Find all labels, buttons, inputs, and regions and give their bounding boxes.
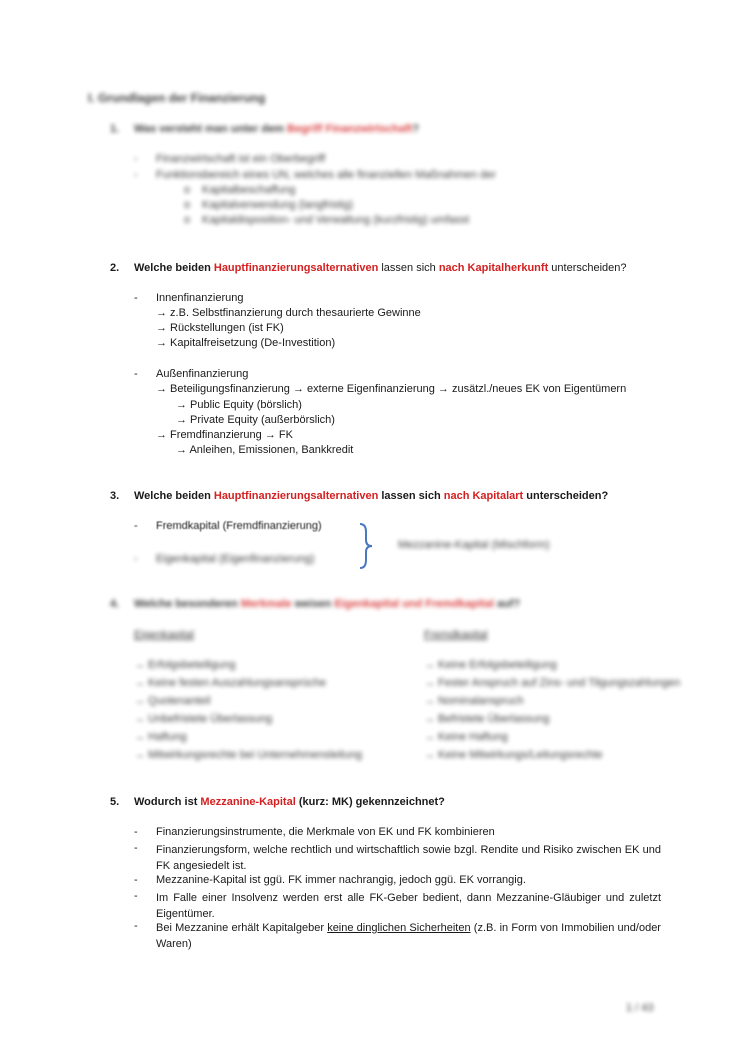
bullet: -: [134, 874, 138, 886]
q3-brace-label: Mezzanine-Kapital (Mischform): [398, 539, 550, 551]
q5-bullet-3: Mezzanine-Kapital ist ggü. FK immer nachrangig, jedoch ggü. EK vorrangig.: [156, 874, 526, 886]
q1-text: [134, 123, 419, 135]
q2-mid: lassen sich: [378, 262, 439, 274]
q5-b5-pre: Bei Mezzanine erhält Kapitalgeber: [156, 922, 328, 934]
q4-red2: Eigenkapital und Fremdkapital: [334, 598, 494, 610]
bullet: -: [134, 368, 138, 380]
q1-item: Finanzwirtschaft ist ein Oberbegriff: [156, 153, 326, 165]
aussen-title: Außenfinanzierung: [156, 368, 249, 380]
q4-text: [134, 598, 520, 610]
sub-bullet: o: [184, 214, 191, 226]
ek-item: → Quotenanteil: [134, 695, 211, 707]
q1-post: ?: [412, 123, 420, 135]
q5-b5-post: (z.B. in Form von Immobilien und/oder Waren): [156, 922, 661, 950]
q1-pre: Was versteht man unter dem: [134, 123, 288, 135]
q5-bullet-1: Finanzierungsinstrumente, die Merkmale von EK und FK kombinieren: [156, 826, 495, 838]
fk-item: → Keine Mitwirkungs/Leitungsrechte: [424, 749, 603, 761]
fk-item: → Keine Erfolgsbeteiligung: [424, 659, 557, 671]
q2-pre: Welche beiden: [134, 262, 214, 274]
ek-item: → Haftung: [134, 731, 187, 743]
fk-item: → Befristete Überlassung: [424, 713, 550, 725]
q3-pre: Welche beiden: [134, 490, 214, 502]
ek-item: → Mitwirkungsrechte bei Unternehmensleitung: [134, 749, 363, 761]
q5-post: (kurz: MK) gekennzeichnet?: [295, 796, 445, 808]
q1-subitem: Kapitalverwendung (langfristig): [202, 199, 354, 211]
bullet: -: [134, 920, 138, 932]
q1-item: Funktionsbereich eines UN, welches alle finanziellen Maßnahmen der: [156, 169, 496, 181]
curly-brace-icon: [356, 522, 376, 570]
q5-bullet-2: Finanzierungsform, welche rechtlich und wirtschaftlich sowie bzgl. Rendite und Risiko zwischen EK und FK angesiedelt ist.: [156, 844, 661, 872]
q1-subitem: Kapitalbeschaffung: [202, 184, 296, 196]
q1-number: 1.: [110, 123, 120, 135]
q2-text: [134, 262, 627, 274]
sub-bullet: o: [184, 199, 191, 211]
aussen-line: → Anleihen, Emissionen, Bankkredit: [176, 444, 354, 456]
q5-number: 5.: [110, 796, 120, 808]
q2-number: 2.: [110, 262, 120, 274]
bullet: -: [134, 292, 138, 304]
ek-heading: Eigenkapital: [134, 629, 194, 641]
innen-line: → z.B. Selbstfinanzierung durch thesaurierte Gewinne: [156, 307, 421, 319]
q2-red2: nach Kapitalherkunft: [438, 262, 549, 274]
bullet: -: [134, 890, 138, 902]
q4-post: auf?: [493, 598, 521, 610]
q5-text: [134, 796, 445, 808]
q5-bullet-4: Im Falle einer Insolvenz werden erst alle FK-Geber bedient, dann Mezzanine-Gläubiger und zuletzt Eigentümer.: [156, 892, 661, 920]
q5-bullet-5: [156, 920, 661, 952]
q2-post: unterscheiden?: [548, 262, 627, 274]
ek-item: → Keine festen Auszahlungsansprüche: [134, 677, 327, 689]
q5-pre: Wodurch ist: [134, 796, 201, 808]
bullet: -: [134, 169, 138, 181]
aussen-line: → Private Equity (außerbörslich): [176, 414, 335, 426]
q5-red: Mezzanine-Kapital: [200, 796, 296, 808]
q2-red1: Hauptfinanzierungsalternativen: [213, 262, 379, 274]
innen-line: → Rückstellungen (ist FK): [156, 322, 284, 334]
ek-item: → Unbefristete Überlassung: [134, 713, 273, 725]
q4-red1: Merkmale: [240, 598, 292, 610]
q3-red1: Hauptfinanzierungsalternativen: [213, 490, 379, 502]
q1-red: Begriff Finanzwirtschaft: [287, 123, 413, 135]
aussen-line: → Public Equity (börslich): [176, 399, 302, 411]
q3-post: unterscheiden?: [523, 490, 609, 502]
bullet: -: [134, 553, 138, 565]
q3-text: [134, 490, 608, 502]
innen-title: Innenfinanzierung: [156, 292, 244, 304]
fk-item: → Nominalanspruch: [424, 695, 524, 707]
q4-pre: Welche besonderen: [134, 598, 241, 610]
q3-red2: nach Kapitalart: [443, 490, 524, 502]
q4-mid: weisen: [291, 598, 335, 610]
fk-heading: Fremdkapital: [424, 629, 488, 641]
bullet: -: [134, 842, 138, 854]
q3-item-ek: Eigenkapital (Eigenfinanzierung): [156, 553, 315, 565]
page-number: 1 / 43: [626, 1002, 654, 1014]
innen-line: → Kapitalfreisetzung (De-Investition): [156, 337, 336, 349]
sub-bullet: o: [184, 184, 191, 196]
q5-b5-underlined: keine dinglichen Sicherheiten: [327, 922, 471, 934]
fk-item: → Fester Anspruch auf Zins- und Tilgungszahlungen: [424, 677, 681, 689]
fk-item: → Keine Haftung: [424, 731, 508, 743]
bullet: -: [134, 520, 138, 532]
q4-number: 4.: [110, 598, 120, 610]
aussen-line: → Fremdfinanzierung → FK: [156, 429, 293, 441]
bullet: -: [134, 826, 138, 838]
q3-mid: lassen sich: [378, 490, 444, 502]
q1-subitem: Kapitaldisposition- und Verwaltung (kurzfristig) umfasst: [202, 214, 470, 226]
q3-number: 3.: [110, 490, 120, 502]
q3-item-fk: Fremdkapital (Fremdfinanzierung): [156, 520, 322, 532]
bullet: -: [134, 153, 138, 165]
section-title: I. Grundlagen der Finanzierung: [88, 91, 266, 105]
aussen-line: → Beteiligungsfinanzierung → externe Eigenfinanzierung → zusätzl./neues EK von Eigentümern: [156, 383, 627, 395]
ek-item: → Erfolgsbeteiligung: [134, 659, 236, 671]
